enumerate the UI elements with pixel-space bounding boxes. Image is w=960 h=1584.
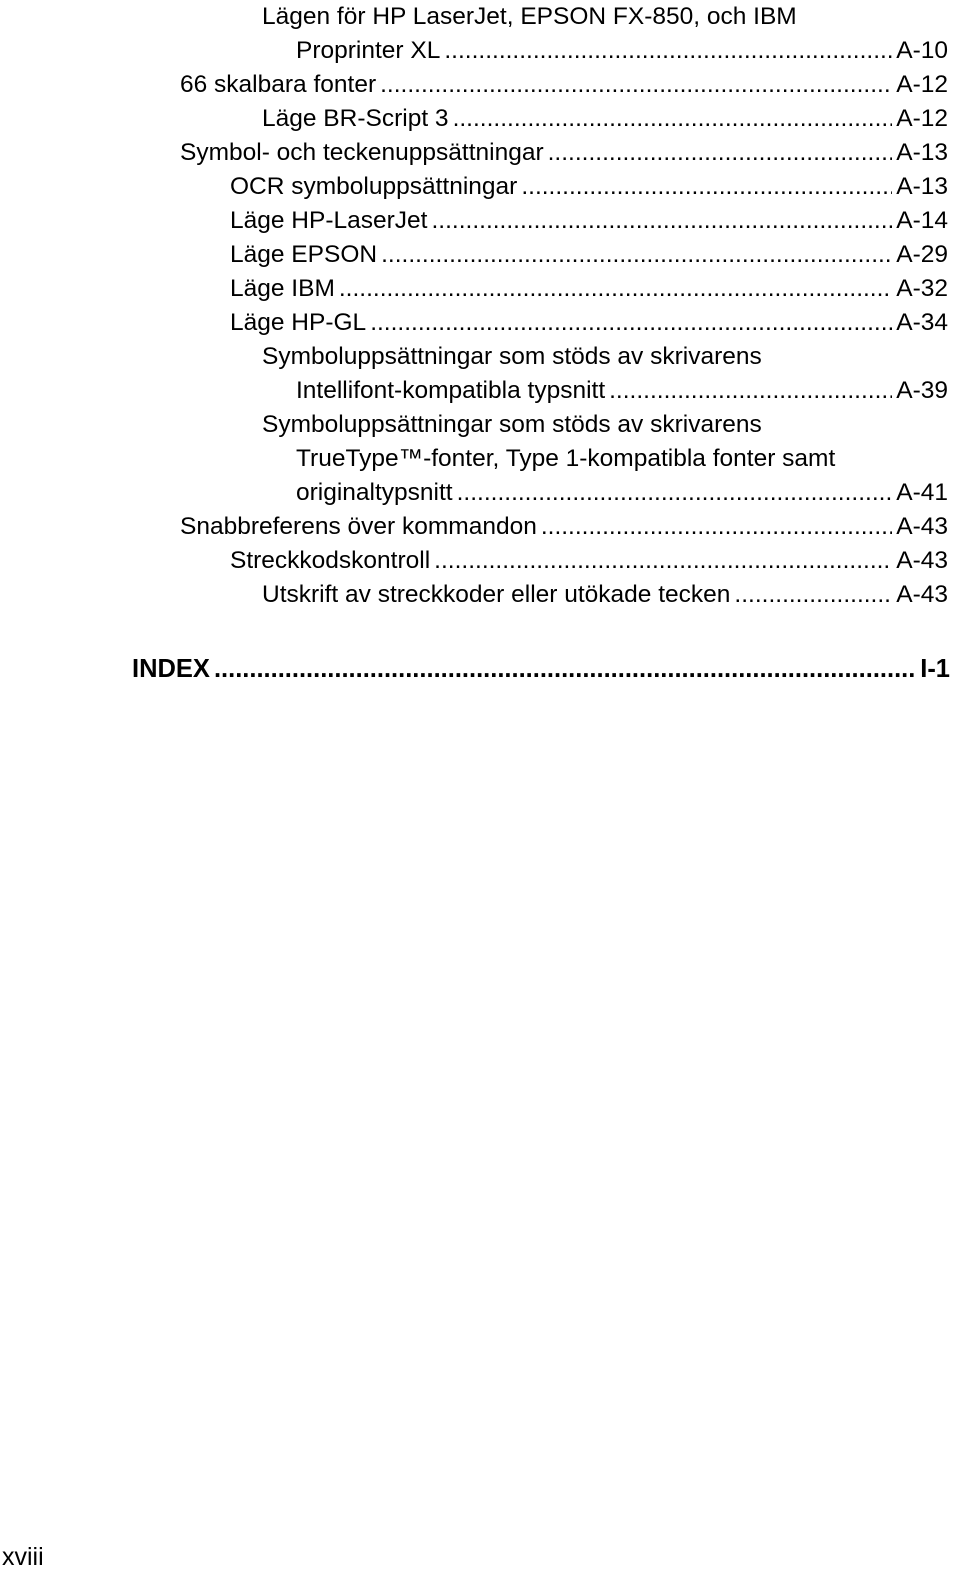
dot-leader bbox=[434, 544, 892, 578]
toc-page-number: A-34 bbox=[896, 309, 948, 336]
toc-entry-ocr[interactable] bbox=[230, 170, 948, 204]
toc-entry-text: INDEX bbox=[132, 655, 210, 683]
dot-leader bbox=[548, 136, 893, 170]
toc-entry-text: Läge HP-GL bbox=[230, 309, 367, 336]
toc-entry-text: Proprinter XL bbox=[296, 37, 441, 64]
toc-entry-modes-title bbox=[262, 0, 797, 34]
dot-leader bbox=[541, 510, 892, 544]
toc-entry-br-script[interactable] bbox=[262, 102, 948, 136]
toc-entry-text: Symboluppsättningar som stöds av skrivarens bbox=[262, 411, 762, 438]
toc-entry-text: Utskrift av streckkoder eller utökade tecken bbox=[262, 581, 731, 608]
dot-leader bbox=[734, 578, 892, 612]
toc-page-number: A-13 bbox=[896, 139, 948, 166]
dot-leader bbox=[370, 306, 892, 340]
dot-leader bbox=[521, 170, 892, 204]
toc-page-number: A-39 bbox=[896, 377, 948, 404]
toc-entry-epson[interactable] bbox=[230, 238, 948, 272]
toc-page-number: A-10 bbox=[896, 37, 948, 64]
toc-page-number: A-43 bbox=[896, 581, 948, 608]
toc-entry-intellifont[interactable] bbox=[296, 374, 948, 408]
toc-entry-original-fonts[interactable] bbox=[296, 476, 948, 510]
toc-entry-text: Läge BR-Script 3 bbox=[262, 105, 449, 132]
toc-entry-text: Lägen för HP LaserJet, EPSON FX-850, och IBM bbox=[262, 3, 797, 30]
toc-entry-text: Snabbreferens över kommandon bbox=[180, 513, 537, 540]
toc-entry-text: Streckkodskontroll bbox=[230, 547, 431, 574]
toc-entry-truetype-title-line2 bbox=[296, 442, 835, 476]
toc-page-number: A-41 bbox=[896, 479, 948, 506]
toc-page-number: A-32 bbox=[896, 275, 948, 302]
toc-entry-text: Symbol- och teckenuppsättningar bbox=[180, 139, 544, 166]
toc-entry-text: Läge IBM bbox=[230, 275, 335, 302]
toc-entry-text: Läge EPSON bbox=[230, 241, 378, 268]
toc-page-number: A-43 bbox=[896, 547, 948, 574]
dot-leader bbox=[457, 476, 893, 510]
toc-page-number: A-43 bbox=[896, 513, 948, 540]
toc-entry-index[interactable] bbox=[132, 652, 950, 686]
toc-entry-text: OCR symboluppsättningar bbox=[230, 173, 518, 200]
dot-leader bbox=[431, 204, 892, 238]
dot-leader bbox=[444, 34, 892, 68]
dot-leader bbox=[453, 102, 893, 136]
toc-page-number: A-13 bbox=[896, 173, 948, 200]
toc-entry-proprinter[interactable] bbox=[296, 34, 948, 68]
toc-entry-ibm[interactable] bbox=[230, 272, 948, 306]
toc-entry-barcode-control[interactable] bbox=[230, 544, 948, 578]
toc-entry-text: originaltypsnitt bbox=[296, 479, 453, 506]
dot-leader bbox=[339, 272, 892, 306]
toc-page-number: A-12 bbox=[896, 71, 948, 98]
page-number: xviii bbox=[2, 1543, 44, 1571]
toc-entry-barcode-printing[interactable] bbox=[262, 578, 948, 612]
toc-entry-hp-gl[interactable] bbox=[230, 306, 948, 340]
toc-entry-truetype-title bbox=[262, 408, 762, 442]
toc-entry-text: 66 skalbara fonter bbox=[180, 71, 377, 98]
toc-entry-scalable-fonts[interactable] bbox=[180, 68, 948, 102]
dot-leader bbox=[609, 374, 892, 408]
dot-leader bbox=[214, 652, 916, 686]
toc-page-number: A-29 bbox=[896, 241, 948, 268]
toc-entry-text: TrueType™-fonter, Type 1-kompatibla fonter samt bbox=[296, 445, 836, 472]
toc-page-number: A-12 bbox=[896, 105, 948, 132]
toc-page-number: A-14 bbox=[896, 207, 948, 234]
toc-entry-symbol-sets[interactable] bbox=[180, 136, 948, 170]
dot-leader bbox=[381, 238, 892, 272]
dot-leader bbox=[380, 68, 892, 102]
toc-entry-text: Läge HP-LaserJet bbox=[230, 207, 428, 234]
toc-page-number: I-1 bbox=[920, 655, 950, 683]
toc-entry-hp-laserjet[interactable] bbox=[230, 204, 948, 238]
toc-entry-text: Intellifont-kompatibla typsnitt bbox=[296, 377, 606, 404]
toc-entry-command-reference[interactable] bbox=[180, 510, 948, 544]
toc-entry-text: Symboluppsättningar som stöds av skrivarens bbox=[262, 343, 762, 370]
toc-entry-intellifont-title bbox=[262, 340, 762, 374]
